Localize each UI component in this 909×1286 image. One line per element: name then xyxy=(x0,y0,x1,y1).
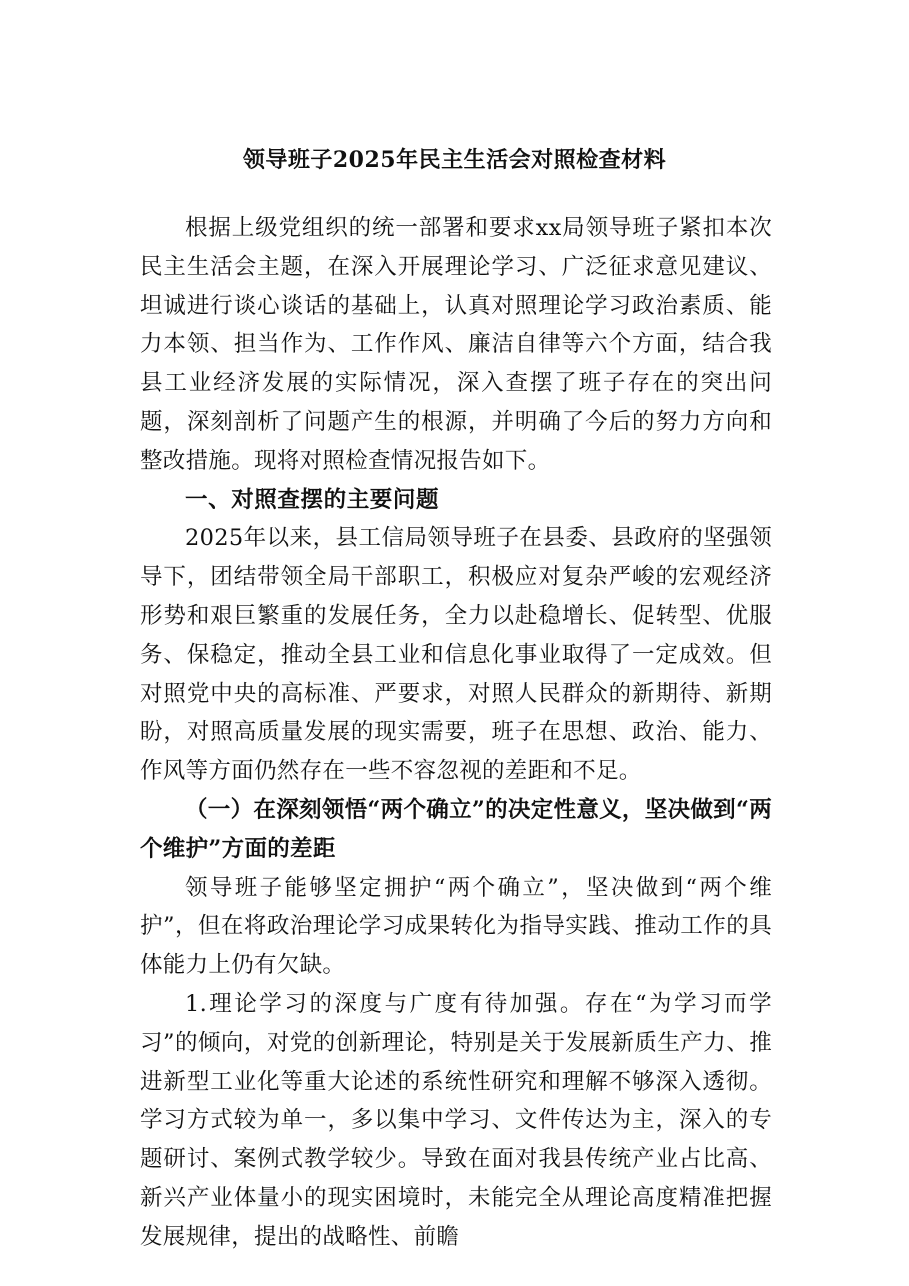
subsection-heading-1: （一）在深刻领悟“两个确立”的决定性意义，坚决做到“两个维护”方面的差距 xyxy=(140,796,772,862)
subsection-1-paragraph: 领导班子能够坚定拥护“两个确立”，坚决做到“两个维护”，但在将政治理论学习成果转化为指导实践、推动工作的具体能力上仍有欠缺。 xyxy=(140,874,772,979)
section-1-paragraph: 2025年以来，县工信局领导班子在县委、县政府的坚强领导下，团结带领全局干部职工，积极应对复杂严峻的宏观经济形势和艰巨繁重的发展任务，全力以赴稳增长、促转型、优服务、保稳定，推动全县工业和信息化事业取得了一定成效。但对照党中央的高标准、严要求，对照人民群众的新期待、新期盼，对照高质量发展的现实需要，班子在思想、政治、能力、作风等方面仍然存在一些不容忽视的差距和不足。 xyxy=(140,525,772,785)
document-title: 领导班子2025年民主生活会对照检查材料 xyxy=(242,147,667,173)
document-body xyxy=(140,209,772,1257)
section-heading-1: 一、对照查摆的主要问题 xyxy=(185,486,440,513)
intro-paragraph: 根据上级党组织的统一部署和要求xx局领导班子紧扣本次民主生活会主题，在深入开展理论学习、广泛征求意见建议、坦诚进行谈心谈话的基础上，认真对照理论学习政治素质、能力本领、担当作为、工作作风、廉洁自律等六个方面，结合我县工业经济发展的实际情况，深入查摆了班子存在的突出问题，深刻剖析了问题产生的根源，并明确了今后的努力方向和整改措施。现将对照检查情况报告如下。 xyxy=(140,215,772,474)
point-1-paragraph: 1.理论学习的深度与广度有待加强。存在“为学习而学习”的倾向，对党的创新理论，特别是关于发展新质生产力、推进新型工业化等重大论述的系统性研究和理解不够深入透彻。学习方式较为单一，多以集中学习、文件传达为主，深入的专题研讨、案例式教学较少。导致在面对我县传统产业占比高、新兴产业体量小的现实困境时，未能完全从理论高度精准把握发展规律，提出的战略性、前瞻 xyxy=(140,990,772,1250)
